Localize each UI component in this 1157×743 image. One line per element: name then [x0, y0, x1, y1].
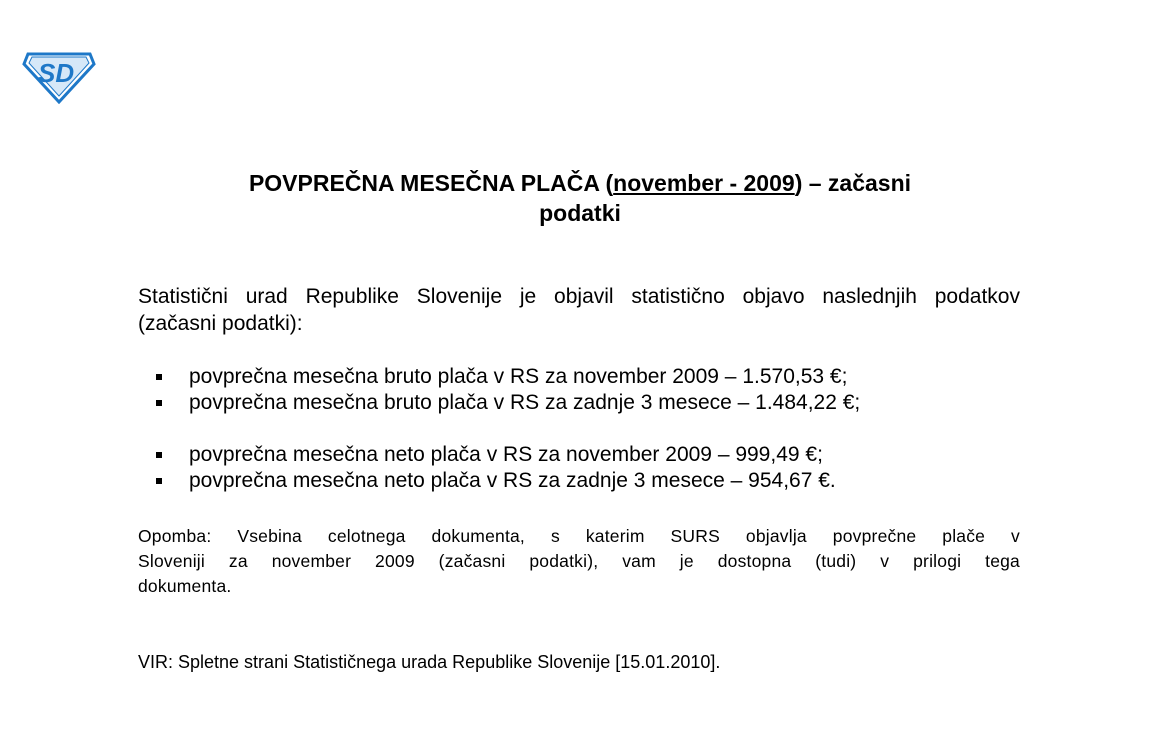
list-item [155, 364, 1015, 390]
title-line2: podatki [539, 200, 621, 226]
title-part1: POVPREČNA MESEČNA PLAČA ( [248, 170, 614, 196]
logo-text: SD [38, 58, 75, 88]
list-item [155, 468, 1015, 494]
sd-shield-logo-icon [22, 48, 96, 104]
list-item [155, 390, 1015, 416]
neto-item-text: povprečna mesečna neto plača v RS za november 2009 – 999,49 €; [189, 443, 823, 466]
bullet-square-icon [156, 478, 162, 484]
bruto-list [155, 364, 1015, 416]
neto-list [155, 442, 1015, 494]
page-title [140, 168, 1020, 228]
title-part2: ) – začasni [794, 170, 912, 196]
intro-line2: (začasni podatki): [138, 312, 303, 335]
intro-paragraph [138, 283, 1020, 337]
title-period: november - 2009 [613, 170, 795, 196]
source-citation: VIR: Spletne strani Statističnega urada Republike Slovenije [15.01.2010]. [138, 652, 721, 672]
list-item [155, 442, 1015, 468]
note-line2: Sloveniji za november 2009 (začasni podatki), vam je dostopna (tudi) v prilogi tega [138, 551, 1020, 571]
note-line3: dokumenta. [138, 576, 232, 596]
neto-item-text: povprečna mesečna neto plača v RS za zadnje 3 mesece – 954,67 €. [189, 469, 836, 492]
intro-line1: Statistični urad Republike Slovenije je objavil statistično objavo naslednjih podatkov [138, 285, 1020, 308]
bullet-square-icon [156, 374, 162, 380]
bullet-square-icon [156, 400, 162, 406]
bullet-square-icon [156, 452, 162, 458]
note-paragraph [138, 524, 1020, 599]
bruto-item-text: povprečna mesečna bruto plača v RS za zadnje 3 mesece – 1.484,22 €; [189, 391, 861, 414]
note-line1: Opomba: Vsebina celotnega dokumenta, s katerim SURS objavlja povprečne plače v [138, 526, 1020, 546]
bruto-item-text: povprečna mesečna bruto plača v RS za november 2009 – 1.570,53 €; [189, 365, 848, 388]
